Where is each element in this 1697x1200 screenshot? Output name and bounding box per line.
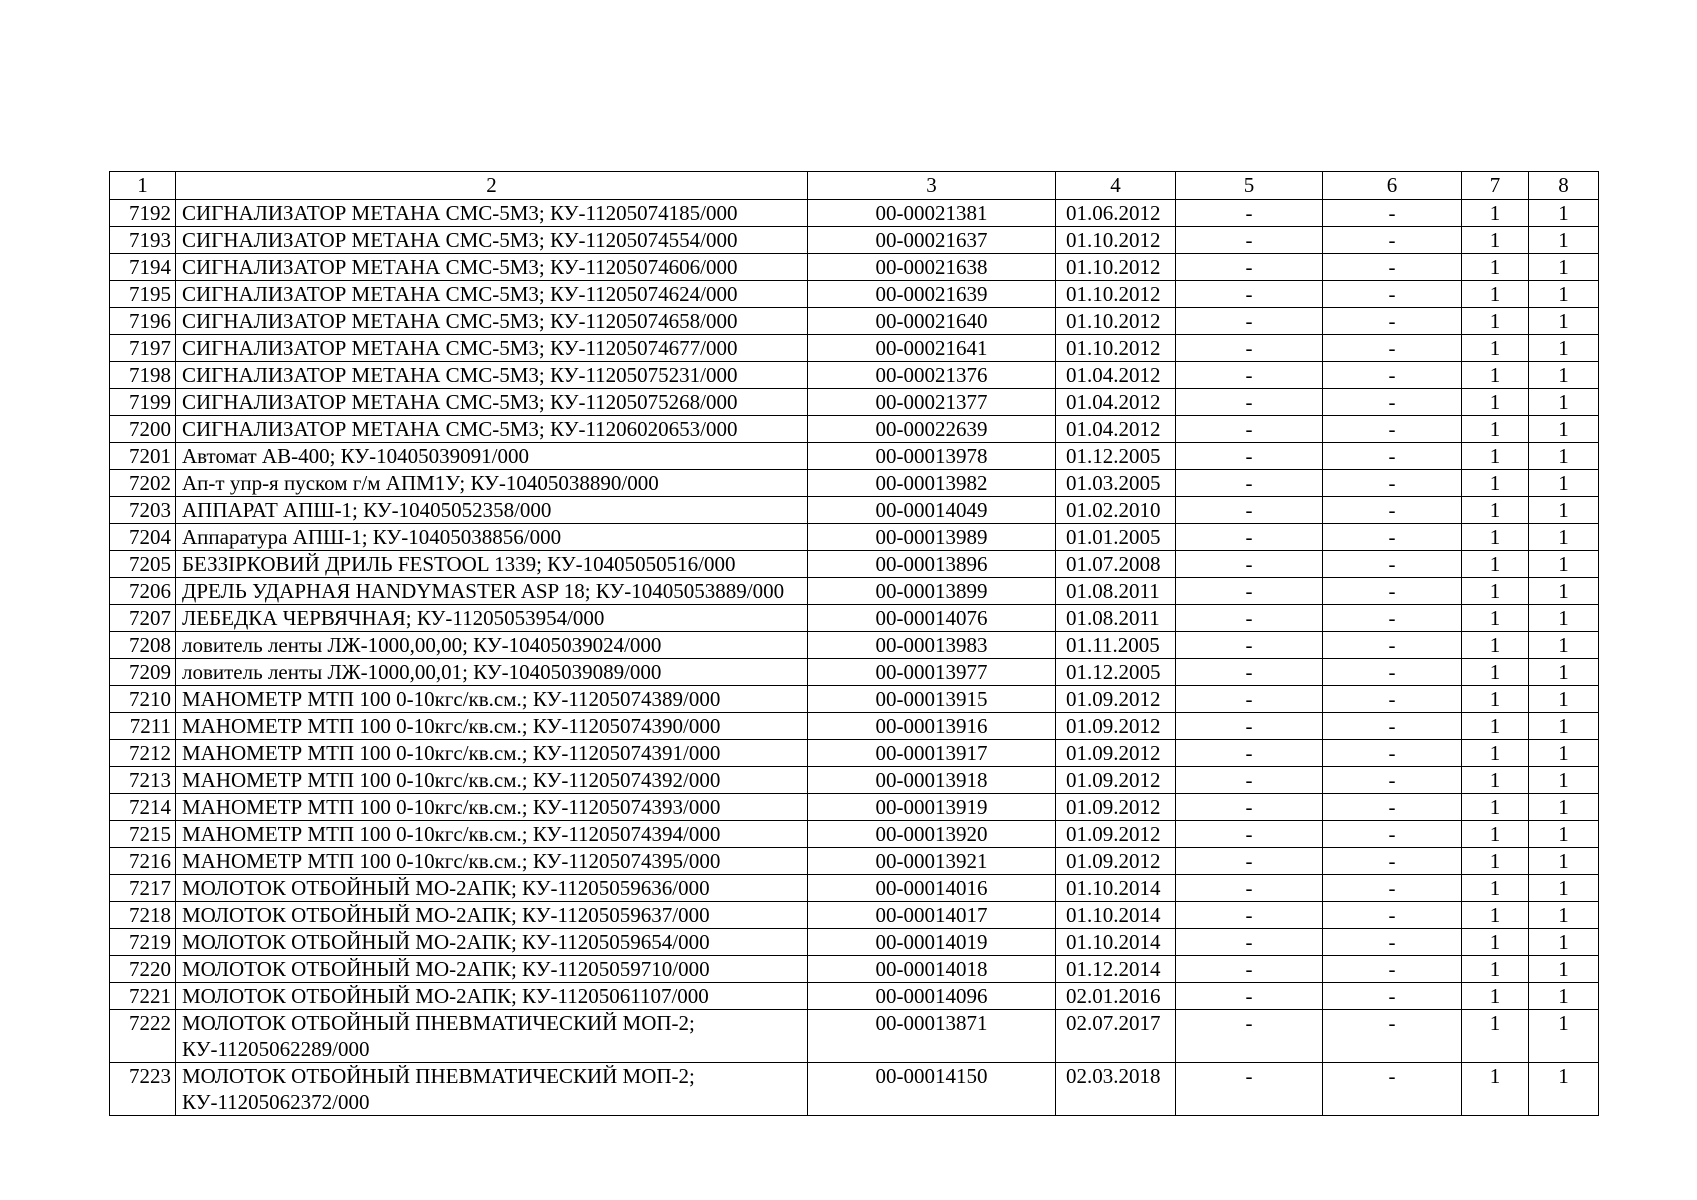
column-6-cell: - bbox=[1323, 443, 1462, 470]
inventory-code-cell: 00-00014018 bbox=[808, 956, 1056, 983]
item-name-cell: МОЛОТОК ОТБОЙНЫЙ МО-2АПК; КУ-11205059636/000 bbox=[176, 875, 808, 902]
row-number-cell: 7202 bbox=[110, 470, 176, 497]
column-6-cell: - bbox=[1323, 605, 1462, 632]
inventory-code-cell: 00-00013916 bbox=[808, 713, 1056, 740]
date-cell: 01.09.2012 bbox=[1056, 767, 1176, 794]
row-number-cell: 7207 bbox=[110, 605, 176, 632]
column-7-cell: 1 bbox=[1462, 929, 1529, 956]
column-6-cell: - bbox=[1323, 659, 1462, 686]
item-name-cell: СИГНАЛИЗАТОР МЕТАНА СМС-5М3; КУ-11205075231/000 bbox=[176, 362, 808, 389]
date-cell: 01.10.2012 bbox=[1056, 335, 1176, 362]
column-7-cell: 1 bbox=[1462, 848, 1529, 875]
table-row bbox=[110, 227, 1599, 254]
inventory-code-cell: 00-00021638 bbox=[808, 254, 1056, 281]
column-7-cell: 1 bbox=[1462, 821, 1529, 848]
column-5-cell: - bbox=[1176, 227, 1323, 254]
column-7-cell: 1 bbox=[1462, 686, 1529, 713]
column-5-cell: - bbox=[1176, 902, 1323, 929]
column-5-cell: - bbox=[1176, 308, 1323, 335]
date-cell: 02.03.2018 bbox=[1056, 1063, 1176, 1116]
item-name-cell: МАНОМЕТР МТП 100 0-10кгс/кв.см.; КУ-11205074389/000 bbox=[176, 686, 808, 713]
column-7-cell: 1 bbox=[1462, 605, 1529, 632]
row-number-cell: 7198 bbox=[110, 362, 176, 389]
column-7-cell: 1 bbox=[1462, 740, 1529, 767]
table-row bbox=[110, 1010, 1599, 1063]
row-number-cell: 7219 bbox=[110, 929, 176, 956]
column-7-cell: 1 bbox=[1462, 389, 1529, 416]
row-number-cell: 7209 bbox=[110, 659, 176, 686]
date-cell: 01.10.2014 bbox=[1056, 875, 1176, 902]
table-row bbox=[110, 983, 1599, 1010]
row-number-cell: 7213 bbox=[110, 767, 176, 794]
item-name-cell: СИГНАЛИЗАТОР МЕТАНА СМС-5М3; КУ-11205075268/000 bbox=[176, 389, 808, 416]
inventory-code-cell: 00-00014016 bbox=[808, 875, 1056, 902]
inventory-code-cell: 00-00021640 bbox=[808, 308, 1056, 335]
column-header-8: 8 bbox=[1529, 172, 1599, 200]
date-cell: 01.04.2012 bbox=[1056, 389, 1176, 416]
column-header-5: 5 bbox=[1176, 172, 1323, 200]
date-cell: 01.10.2012 bbox=[1056, 254, 1176, 281]
column-7-cell: 1 bbox=[1462, 416, 1529, 443]
table-body bbox=[110, 200, 1599, 1116]
column-7-cell: 1 bbox=[1462, 362, 1529, 389]
inventory-code-cell: 00-00021637 bbox=[808, 227, 1056, 254]
item-name-cell: СИГНАЛИЗАТОР МЕТАНА СМС-5М3; КУ-11205074624/000 bbox=[176, 281, 808, 308]
row-number-cell: 7201 bbox=[110, 443, 176, 470]
item-name-cell: ловитель ленты ЛЖ-1000,00,01; КУ-10405039089/000 bbox=[176, 659, 808, 686]
item-name-cell: МАНОМЕТР МТП 100 0-10кгс/кв.см.; КУ-11205074394/000 bbox=[176, 821, 808, 848]
table-row bbox=[110, 308, 1599, 335]
table-row bbox=[110, 281, 1599, 308]
item-name-cell: Автомат АВ-400; КУ-10405039091/000 bbox=[176, 443, 808, 470]
column-5-cell: - bbox=[1176, 335, 1323, 362]
column-6-cell: - bbox=[1323, 686, 1462, 713]
column-7-cell: 1 bbox=[1462, 443, 1529, 470]
row-number-cell: 7214 bbox=[110, 794, 176, 821]
column-6-cell: - bbox=[1323, 1063, 1462, 1116]
column-8-cell: 1 bbox=[1529, 929, 1599, 956]
column-8-cell: 1 bbox=[1529, 740, 1599, 767]
column-6-cell: - bbox=[1323, 524, 1462, 551]
column-5-cell: - bbox=[1176, 254, 1323, 281]
date-cell: 01.12.2014 bbox=[1056, 956, 1176, 983]
date-cell: 01.02.2010 bbox=[1056, 497, 1176, 524]
date-cell: 01.10.2014 bbox=[1056, 902, 1176, 929]
row-number-cell: 7197 bbox=[110, 335, 176, 362]
column-7-cell: 1 bbox=[1462, 983, 1529, 1010]
column-7-cell: 1 bbox=[1462, 470, 1529, 497]
column-5-cell: - bbox=[1176, 551, 1323, 578]
row-number-cell: 7212 bbox=[110, 740, 176, 767]
date-cell: 01.10.2012 bbox=[1056, 227, 1176, 254]
inventory-code-cell: 00-00013982 bbox=[808, 470, 1056, 497]
item-name-cell: МОЛОТОК ОТБОЙНЫЙ МО-2АПК; КУ-11205059710/000 bbox=[176, 956, 808, 983]
column-7-cell: 1 bbox=[1462, 1063, 1529, 1116]
table-row bbox=[110, 767, 1599, 794]
table-row bbox=[110, 902, 1599, 929]
column-header-3: 3 bbox=[808, 172, 1056, 200]
column-5-cell: - bbox=[1176, 983, 1323, 1010]
table-row bbox=[110, 794, 1599, 821]
column-7-cell: 1 bbox=[1462, 308, 1529, 335]
inventory-code-cell: 00-00014019 bbox=[808, 929, 1056, 956]
table-row bbox=[110, 686, 1599, 713]
column-6-cell: - bbox=[1323, 281, 1462, 308]
column-5-cell: - bbox=[1176, 740, 1323, 767]
date-cell: 01.12.2005 bbox=[1056, 659, 1176, 686]
item-name-cell: СИГНАЛИЗАТОР МЕТАНА СМС-5М3; КУ-11205074606/000 bbox=[176, 254, 808, 281]
column-8-cell: 1 bbox=[1529, 983, 1599, 1010]
column-6-cell: - bbox=[1323, 362, 1462, 389]
column-8-cell: 1 bbox=[1529, 416, 1599, 443]
column-5-cell: - bbox=[1176, 605, 1323, 632]
inventory-code-cell: 00-00021641 bbox=[808, 335, 1056, 362]
column-8-cell: 1 bbox=[1529, 524, 1599, 551]
column-6-cell: - bbox=[1323, 578, 1462, 605]
column-6-cell: - bbox=[1323, 956, 1462, 983]
column-6-cell: - bbox=[1323, 713, 1462, 740]
item-name-cell: МАНОМЕТР МТП 100 0-10кгс/кв.см.; КУ-11205074390/000 bbox=[176, 713, 808, 740]
inventory-code-cell: 00-00021377 bbox=[808, 389, 1056, 416]
column-7-cell: 1 bbox=[1462, 227, 1529, 254]
column-6-cell: - bbox=[1323, 551, 1462, 578]
table-row bbox=[110, 551, 1599, 578]
table-row bbox=[110, 659, 1599, 686]
table-row bbox=[110, 497, 1599, 524]
row-number-cell: 7223 bbox=[110, 1063, 176, 1116]
column-8-cell: 1 bbox=[1529, 335, 1599, 362]
date-cell: 01.11.2005 bbox=[1056, 632, 1176, 659]
table-row bbox=[110, 254, 1599, 281]
column-6-cell: - bbox=[1323, 308, 1462, 335]
column-8-cell: 1 bbox=[1529, 956, 1599, 983]
column-6-cell: - bbox=[1323, 470, 1462, 497]
column-6-cell: - bbox=[1323, 848, 1462, 875]
column-5-cell: - bbox=[1176, 956, 1323, 983]
date-cell: 01.10.2012 bbox=[1056, 281, 1176, 308]
column-8-cell: 1 bbox=[1529, 227, 1599, 254]
table-row bbox=[110, 956, 1599, 983]
item-name-cell: АППАРАТ АПШ-1; КУ-10405052358/000 bbox=[176, 497, 808, 524]
column-8-cell: 1 bbox=[1529, 605, 1599, 632]
column-7-cell: 1 bbox=[1462, 632, 1529, 659]
inventory-code-cell: 00-00013989 bbox=[808, 524, 1056, 551]
row-number-cell: 7217 bbox=[110, 875, 176, 902]
date-cell: 01.10.2012 bbox=[1056, 308, 1176, 335]
column-6-cell: - bbox=[1323, 821, 1462, 848]
column-header-4: 4 bbox=[1056, 172, 1176, 200]
inventory-code-cell: 00-00022639 bbox=[808, 416, 1056, 443]
row-number-cell: 7210 bbox=[110, 686, 176, 713]
column-8-cell: 1 bbox=[1529, 362, 1599, 389]
row-number-cell: 7215 bbox=[110, 821, 176, 848]
column-8-cell: 1 bbox=[1529, 1010, 1599, 1063]
table-row bbox=[110, 605, 1599, 632]
row-number-cell: 7221 bbox=[110, 983, 176, 1010]
item-name-cell: СИГНАЛИЗАТОР МЕТАНА СМС-5М3; КУ-11205074185/000 bbox=[176, 200, 808, 227]
column-6-cell: - bbox=[1323, 497, 1462, 524]
table-row bbox=[110, 713, 1599, 740]
column-6-cell: - bbox=[1323, 929, 1462, 956]
table-row bbox=[110, 335, 1599, 362]
item-name-cell: СИГНАЛИЗАТОР МЕТАНА СМС-5М3; КУ-11205074658/000 bbox=[176, 308, 808, 335]
table-row bbox=[110, 416, 1599, 443]
column-8-cell: 1 bbox=[1529, 308, 1599, 335]
column-5-cell: - bbox=[1176, 1063, 1323, 1116]
column-7-cell: 1 bbox=[1462, 254, 1529, 281]
column-6-cell: - bbox=[1323, 794, 1462, 821]
column-8-cell: 1 bbox=[1529, 254, 1599, 281]
row-number-cell: 7208 bbox=[110, 632, 176, 659]
date-cell: 01.09.2012 bbox=[1056, 740, 1176, 767]
inventory-code-cell: 00-00013915 bbox=[808, 686, 1056, 713]
column-8-cell: 1 bbox=[1529, 1063, 1599, 1116]
column-header-1: 1 bbox=[110, 172, 176, 200]
column-6-cell: - bbox=[1323, 335, 1462, 362]
column-8-cell: 1 bbox=[1529, 902, 1599, 929]
row-number-cell: 7218 bbox=[110, 902, 176, 929]
column-5-cell: - bbox=[1176, 929, 1323, 956]
column-6-cell: - bbox=[1323, 902, 1462, 929]
inventory-code-cell: 00-00014096 bbox=[808, 983, 1056, 1010]
item-name-cell: ЛЕБЕДКА ЧЕРВЯЧНАЯ; КУ-11205053954/000 bbox=[176, 605, 808, 632]
column-8-cell: 1 bbox=[1529, 389, 1599, 416]
column-8-cell: 1 bbox=[1529, 551, 1599, 578]
column-5-cell: - bbox=[1176, 875, 1323, 902]
table-row bbox=[110, 200, 1599, 227]
row-number-cell: 7195 bbox=[110, 281, 176, 308]
item-name-cell: Аппаратура АПШ-1; КУ-10405038856/000 bbox=[176, 524, 808, 551]
date-cell: 01.09.2012 bbox=[1056, 686, 1176, 713]
item-name-cell: МОЛОТОК ОТБОЙНЫЙ ПНЕВМАТИЧЕСКИЙ МОП-2; КУ-11205062289/000 bbox=[176, 1010, 808, 1063]
inventory-code-cell: 00-00014076 bbox=[808, 605, 1056, 632]
row-number-cell: 7220 bbox=[110, 956, 176, 983]
item-name-cell: МАНОМЕТР МТП 100 0-10кгс/кв.см.; КУ-11205074391/000 bbox=[176, 740, 808, 767]
column-5-cell: - bbox=[1176, 200, 1323, 227]
inventory-code-cell: 00-00021381 bbox=[808, 200, 1056, 227]
table-row bbox=[110, 524, 1599, 551]
column-5-cell: - bbox=[1176, 794, 1323, 821]
inventory-code-cell: 00-00021639 bbox=[808, 281, 1056, 308]
inventory-code-cell: 00-00021376 bbox=[808, 362, 1056, 389]
column-5-cell: - bbox=[1176, 848, 1323, 875]
column-8-cell: 1 bbox=[1529, 875, 1599, 902]
column-5-cell: - bbox=[1176, 362, 1323, 389]
date-cell: 01.12.2005 bbox=[1056, 443, 1176, 470]
item-name-cell: СИГНАЛИЗАТОР МЕТАНА СМС-5М3; КУ-11205074677/000 bbox=[176, 335, 808, 362]
date-cell: 01.03.2005 bbox=[1056, 470, 1176, 497]
column-8-cell: 1 bbox=[1529, 281, 1599, 308]
date-cell: 01.04.2012 bbox=[1056, 362, 1176, 389]
date-cell: 01.08.2011 bbox=[1056, 605, 1176, 632]
column-8-cell: 1 bbox=[1529, 497, 1599, 524]
column-7-cell: 1 bbox=[1462, 659, 1529, 686]
column-7-cell: 1 bbox=[1462, 767, 1529, 794]
column-5-cell: - bbox=[1176, 767, 1323, 794]
column-7-cell: 1 bbox=[1462, 713, 1529, 740]
column-5-cell: - bbox=[1176, 389, 1323, 416]
column-5-cell: - bbox=[1176, 713, 1323, 740]
column-6-cell: - bbox=[1323, 416, 1462, 443]
table-row bbox=[110, 443, 1599, 470]
column-7-cell: 1 bbox=[1462, 335, 1529, 362]
column-5-cell: - bbox=[1176, 821, 1323, 848]
column-7-cell: 1 bbox=[1462, 1010, 1529, 1063]
column-5-cell: - bbox=[1176, 416, 1323, 443]
item-name-cell: МАНОМЕТР МТП 100 0-10кгс/кв.см.; КУ-11205074393/000 bbox=[176, 794, 808, 821]
column-8-cell: 1 bbox=[1529, 821, 1599, 848]
inventory-code-cell: 00-00014150 bbox=[808, 1063, 1056, 1116]
column-5-cell: - bbox=[1176, 281, 1323, 308]
column-8-cell: 1 bbox=[1529, 686, 1599, 713]
inventory-code-cell: 00-00013918 bbox=[808, 767, 1056, 794]
column-8-cell: 1 bbox=[1529, 767, 1599, 794]
table-row bbox=[110, 821, 1599, 848]
column-7-cell: 1 bbox=[1462, 200, 1529, 227]
column-8-cell: 1 bbox=[1529, 632, 1599, 659]
column-5-cell: - bbox=[1176, 686, 1323, 713]
row-number-cell: 7216 bbox=[110, 848, 176, 875]
column-7-cell: 1 bbox=[1462, 551, 1529, 578]
column-7-cell: 1 bbox=[1462, 875, 1529, 902]
inventory-code-cell: 00-00013978 bbox=[808, 443, 1056, 470]
table-row bbox=[110, 362, 1599, 389]
column-6-cell: - bbox=[1323, 389, 1462, 416]
row-number-cell: 7222 bbox=[110, 1010, 176, 1063]
item-name-cell: МАНОМЕТР МТП 100 0-10кгс/кв.см.; КУ-11205074392/000 bbox=[176, 767, 808, 794]
date-cell: 01.08.2011 bbox=[1056, 578, 1176, 605]
item-name-cell: МОЛОТОК ОТБОЙНЫЙ МО-2АПК; КУ-11205059654/000 bbox=[176, 929, 808, 956]
item-name-cell: Ап-т упр-я пуском г/м АПМ1У; КУ-10405038890/000 bbox=[176, 470, 808, 497]
inventory-code-cell: 00-00013983 bbox=[808, 632, 1056, 659]
row-number-cell: 7203 bbox=[110, 497, 176, 524]
item-name-cell: ДРЕЛЬ УДАРНАЯ HANDYMASTER ASP 18; КУ-10405053889/000 bbox=[176, 578, 808, 605]
column-6-cell: - bbox=[1323, 254, 1462, 281]
column-5-cell: - bbox=[1176, 659, 1323, 686]
item-name-cell: МОЛОТОК ОТБОЙНЫЙ МО-2АПК; КУ-11205061107/000 bbox=[176, 983, 808, 1010]
item-name-cell: ловитель ленты ЛЖ-1000,00,00; КУ-10405039024/000 bbox=[176, 632, 808, 659]
inventory-code-cell: 00-00013896 bbox=[808, 551, 1056, 578]
date-cell: 01.09.2012 bbox=[1056, 713, 1176, 740]
column-7-cell: 1 bbox=[1462, 794, 1529, 821]
column-6-cell: - bbox=[1323, 740, 1462, 767]
inventory-code-cell: 00-00013919 bbox=[808, 794, 1056, 821]
row-number-cell: 7204 bbox=[110, 524, 176, 551]
column-header-2: 2 bbox=[176, 172, 808, 200]
inventory-code-cell: 00-00014049 bbox=[808, 497, 1056, 524]
row-number-cell: 7206 bbox=[110, 578, 176, 605]
column-6-cell: - bbox=[1323, 983, 1462, 1010]
column-8-cell: 1 bbox=[1529, 443, 1599, 470]
table-row bbox=[110, 632, 1599, 659]
inventory-table bbox=[109, 171, 1599, 1116]
column-7-cell: 1 bbox=[1462, 578, 1529, 605]
date-cell: 02.01.2016 bbox=[1056, 983, 1176, 1010]
row-number-cell: 7200 bbox=[110, 416, 176, 443]
column-6-cell: - bbox=[1323, 227, 1462, 254]
column-8-cell: 1 bbox=[1529, 659, 1599, 686]
date-cell: 01.10.2014 bbox=[1056, 929, 1176, 956]
table-row bbox=[110, 578, 1599, 605]
row-number-cell: 7193 bbox=[110, 227, 176, 254]
table-row bbox=[110, 740, 1599, 767]
column-7-cell: 1 bbox=[1462, 902, 1529, 929]
row-number-cell: 7194 bbox=[110, 254, 176, 281]
item-name-cell: СИГНАЛИЗАТОР МЕТАНА СМС-5М3; КУ-11205074554/000 bbox=[176, 227, 808, 254]
column-7-cell: 1 bbox=[1462, 956, 1529, 983]
column-8-cell: 1 bbox=[1529, 200, 1599, 227]
item-name-cell: БЕЗЗІРКОВИЙ ДРИЛЬ FESTOOL 1339; КУ-10405050516/000 bbox=[176, 551, 808, 578]
date-cell: 01.09.2012 bbox=[1056, 848, 1176, 875]
date-cell: 01.09.2012 bbox=[1056, 821, 1176, 848]
column-header-7: 7 bbox=[1462, 172, 1529, 200]
column-5-cell: - bbox=[1176, 578, 1323, 605]
date-cell: 01.04.2012 bbox=[1056, 416, 1176, 443]
column-6-cell: - bbox=[1323, 200, 1462, 227]
column-8-cell: 1 bbox=[1529, 794, 1599, 821]
column-6-cell: - bbox=[1323, 1010, 1462, 1063]
inventory-code-cell: 00-00013871 bbox=[808, 1010, 1056, 1063]
inventory-code-cell: 00-00013920 bbox=[808, 821, 1056, 848]
item-name-cell: МОЛОТОК ОТБОЙНЫЙ ПНЕВМАТИЧЕСКИЙ МОП-2; КУ-11205062372/000 bbox=[176, 1063, 808, 1116]
column-6-cell: - bbox=[1323, 632, 1462, 659]
table-header-row bbox=[110, 172, 1599, 200]
column-5-cell: - bbox=[1176, 443, 1323, 470]
inventory-code-cell: 00-00014017 bbox=[808, 902, 1056, 929]
date-cell: 01.01.2005 bbox=[1056, 524, 1176, 551]
row-number-cell: 7211 bbox=[110, 713, 176, 740]
column-7-cell: 1 bbox=[1462, 524, 1529, 551]
table-row bbox=[110, 470, 1599, 497]
column-8-cell: 1 bbox=[1529, 470, 1599, 497]
column-header-6: 6 bbox=[1323, 172, 1462, 200]
row-number-cell: 7199 bbox=[110, 389, 176, 416]
column-8-cell: 1 bbox=[1529, 578, 1599, 605]
row-number-cell: 7205 bbox=[110, 551, 176, 578]
inventory-code-cell: 00-00013899 bbox=[808, 578, 1056, 605]
column-8-cell: 1 bbox=[1529, 713, 1599, 740]
date-cell: 01.09.2012 bbox=[1056, 794, 1176, 821]
column-5-cell: - bbox=[1176, 470, 1323, 497]
date-cell: 01.06.2012 bbox=[1056, 200, 1176, 227]
inventory-code-cell: 00-00013917 bbox=[808, 740, 1056, 767]
item-name-cell: МОЛОТОК ОТБОЙНЫЙ МО-2АПК; КУ-11205059637/000 bbox=[176, 902, 808, 929]
column-6-cell: - bbox=[1323, 875, 1462, 902]
inventory-code-cell: 00-00013921 bbox=[808, 848, 1056, 875]
table-row bbox=[110, 875, 1599, 902]
column-6-cell: - bbox=[1323, 767, 1462, 794]
row-number-cell: 7196 bbox=[110, 308, 176, 335]
table-row bbox=[110, 1063, 1599, 1116]
inventory-code-cell: 00-00013977 bbox=[808, 659, 1056, 686]
column-5-cell: - bbox=[1176, 632, 1323, 659]
column-5-cell: - bbox=[1176, 497, 1323, 524]
date-cell: 02.07.2017 bbox=[1056, 1010, 1176, 1063]
row-number-cell: 7192 bbox=[110, 200, 176, 227]
item-name-cell: СИГНАЛИЗАТОР МЕТАНА СМС-5М3; КУ-11206020653/000 bbox=[176, 416, 808, 443]
date-cell: 01.07.2008 bbox=[1056, 551, 1176, 578]
column-5-cell: - bbox=[1176, 1010, 1323, 1063]
column-7-cell: 1 bbox=[1462, 497, 1529, 524]
table-row bbox=[110, 389, 1599, 416]
table-row bbox=[110, 929, 1599, 956]
column-7-cell: 1 bbox=[1462, 281, 1529, 308]
column-8-cell: 1 bbox=[1529, 848, 1599, 875]
column-5-cell: - bbox=[1176, 524, 1323, 551]
item-name-cell: МАНОМЕТР МТП 100 0-10кгс/кв.см.; КУ-11205074395/000 bbox=[176, 848, 808, 875]
table-row bbox=[110, 848, 1599, 875]
